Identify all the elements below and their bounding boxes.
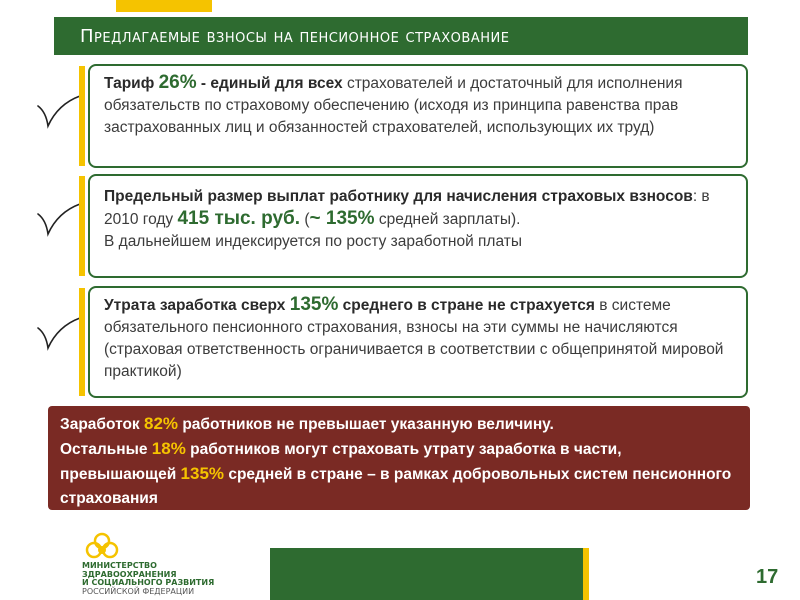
footer-green-block [270, 548, 583, 600]
income-loss-value: 135% [289, 294, 339, 315]
card-accent-bar [79, 288, 85, 396]
footer-yellow-accent [583, 548, 589, 600]
note-value-18: 18% [151, 439, 186, 458]
tariff-text: страхователей и достаточный для исполнения обязательств по страховому обеспечению (исходя из принципа равенства прав застрахованных лиц и обязанностей страхователей, использующих их труд) [104, 75, 683, 136]
income-loss-text: в системе обязательного пенсионного страхования, взносы на эти суммы не начисляются (страховая ответственность ограничивается в соответствии с общепринятой мировой практикой) [104, 297, 724, 380]
ministry-line: И СОЦИАЛЬНОГО РАЗВИТИЯ [82, 578, 215, 587]
ministry-line: МИНИСТЕРСТВО [82, 561, 157, 570]
limit-text-bold: Предельный размер выплат работнику для начисления страховых взносов [104, 188, 693, 205]
checkmark-icon [34, 200, 84, 240]
note-text: работников не превышает указанную величину. [178, 416, 554, 433]
note-text: работников могут страховать утрату заработка в части, превышающей [60, 441, 622, 483]
voluntary-insurance-note [48, 406, 750, 510]
note-value-135: 135% [180, 464, 225, 483]
limit-text: : в 2010 году [104, 188, 710, 228]
ministry-line: РОССИЙСКОЙ ФЕДЕРАЦИИ [82, 586, 195, 596]
tariff-card [88, 64, 748, 168]
ministry-name [82, 562, 214, 596]
income-loss-text-bold: Утрата заработка сверх [104, 297, 290, 314]
checkmark-icon [34, 314, 84, 354]
ministry-line: ЗДРАВООХРАНЕНИЯ [82, 569, 177, 579]
limit-text: ( [300, 211, 310, 228]
card-accent-bar [79, 66, 85, 166]
checkmark-icon [34, 92, 84, 132]
limit-indexation-text: В дальнейшем индексируется по росту заработной платы [104, 233, 523, 250]
limit-card [88, 174, 748, 278]
slide-title-text: Предлагаемые взносы на пенсионное страхование [80, 25, 510, 47]
limit-value: 415 тыс. руб. [177, 208, 301, 229]
note-text: Заработок [60, 416, 144, 433]
limit-text: средней зарплаты). [374, 211, 521, 228]
tariff-text-bold: - единый для всех [196, 75, 347, 92]
page-number: 17 [756, 566, 779, 588]
limit-percent: ~ 135% [309, 208, 375, 229]
note-text: средней в стране – в рамках добровольных систем пенсионного страхования [60, 466, 732, 507]
note-value-82: 82% [144, 414, 179, 433]
note-text: Остальные [60, 441, 152, 458]
tariff-value: 26% [158, 72, 197, 93]
income-loss-card [88, 286, 748, 398]
card-accent-bar [79, 176, 85, 276]
top-accent-bar [116, 0, 212, 12]
slide-title [54, 17, 748, 55]
income-loss-text-bold: среднего в стране не страхуется [338, 297, 595, 314]
tariff-label: Тариф [104, 75, 159, 92]
